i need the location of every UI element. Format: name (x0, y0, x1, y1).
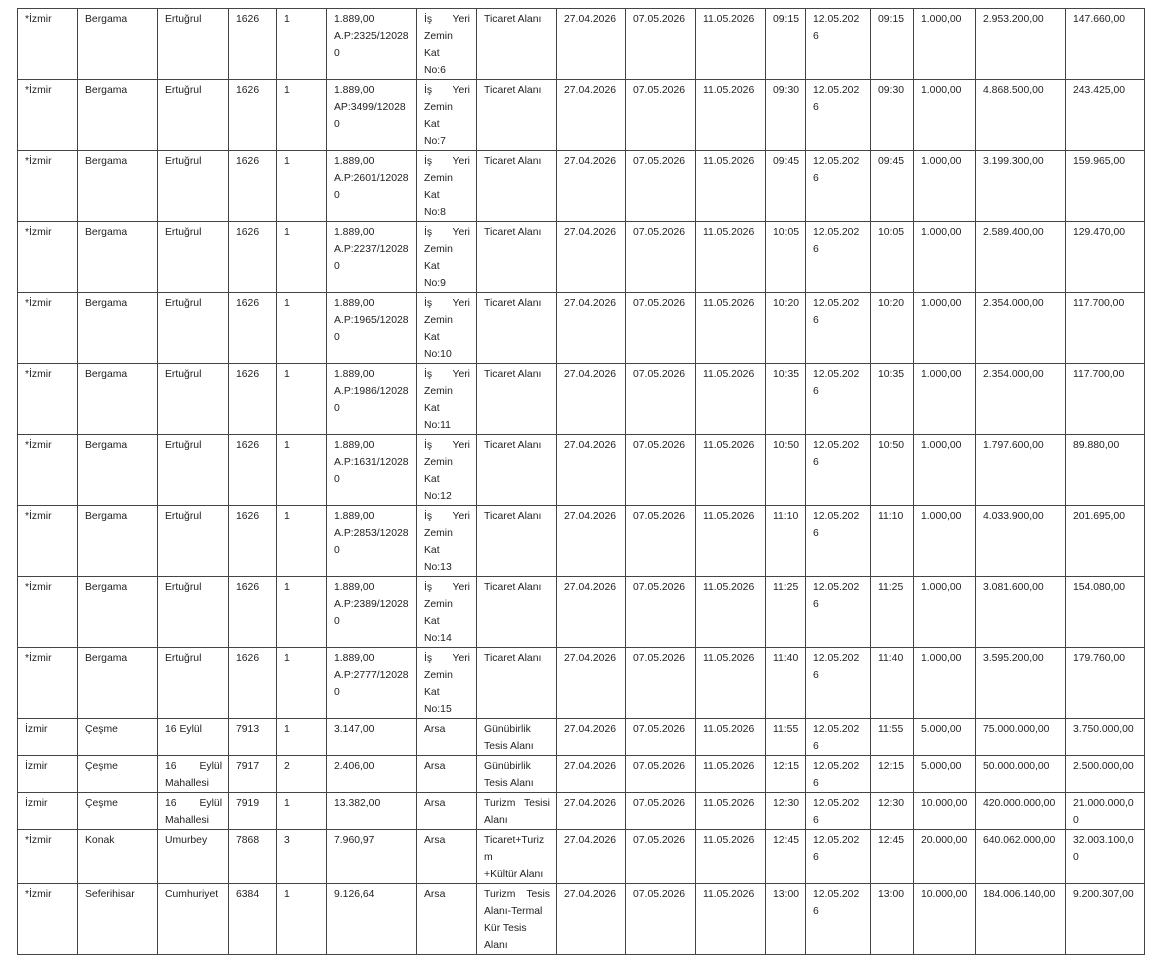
cell-zoning: Ticaret Alanı (477, 222, 557, 293)
cell-neighborhood: 16 Eylül (158, 719, 229, 756)
cell-block: 1626 (229, 506, 277, 577)
cell-bid-increment: 1.000,00 (914, 648, 976, 719)
cell-property-type: İş Yeri Zemin Kat No:15 (417, 648, 477, 719)
cell-zoning: Turizm Tesisi Alanı (477, 793, 557, 830)
cell-auction-time-2: 12:45 (871, 830, 914, 884)
cell-auction-time-2: 12:15 (871, 756, 914, 793)
table-row (18, 435, 1145, 506)
cell-auction-time-1: 12:30 (766, 793, 806, 830)
cell-parcel: 2 (277, 756, 327, 793)
cell-announcement-date: 27.04.2026 (557, 884, 626, 955)
cell-block: 1626 (229, 80, 277, 151)
cell-auction-date-1: 11.05.2026 (696, 293, 766, 364)
cell-auction-time-2: 09:45 (871, 151, 914, 222)
cell-block: 6384 (229, 884, 277, 955)
cell-province: İzmir (18, 793, 78, 830)
cell-neighborhood: 16 Eylül Mahallesi (158, 793, 229, 830)
cell-deposit: 201.695,00 (1066, 506, 1145, 577)
cell-deposit: 129.470,00 (1066, 222, 1145, 293)
cell-zoning: Ticaret Alanı (477, 435, 557, 506)
cell-announcement-date: 27.04.2026 (557, 793, 626, 830)
cell-district: Çeşme (78, 793, 158, 830)
cell-bid-increment: 10.000,00 (914, 793, 976, 830)
cell-auction-time-1: 11:55 (766, 719, 806, 756)
cell-district: Seferihisar (78, 884, 158, 955)
cell-auction-date-2: 12.05.2026 (806, 293, 871, 364)
cell-district: Bergama (78, 577, 158, 648)
cell-zoning: Günübirlik Tesis Alanı (477, 756, 557, 793)
cell-deposit: 154.080,00 (1066, 577, 1145, 648)
cell-area: 7.960,97 (327, 830, 417, 884)
cell-neighborhood: Ertuğrul (158, 293, 229, 364)
cell-auction-date-2: 12.05.2026 (806, 884, 871, 955)
cell-auction-date-2: 12.05.2026 (806, 151, 871, 222)
cell-auction-date-2: 12.05.2026 (806, 577, 871, 648)
cell-bid-increment: 5.000,00 (914, 756, 976, 793)
cell-auction-date-1: 11.05.2026 (696, 506, 766, 577)
cell-area-share: 1.889,00 AP:3499/120280 (327, 80, 417, 151)
cell-auction-date-2: 12.05.2026 (806, 222, 871, 293)
cell-zoning: Ticaret Alanı (477, 80, 557, 151)
cell-district: Bergama (78, 80, 158, 151)
cell-block: 7917 (229, 756, 277, 793)
cell-parcel: 1 (277, 435, 327, 506)
cell-auction-time-2: 13:00 (871, 884, 914, 955)
cell-property-type: İş Yeri Zemin Kat No:9 (417, 222, 477, 293)
cell-deposit: 3.750.000,00 (1066, 719, 1145, 756)
cell-area: 13.382,00 (327, 793, 417, 830)
cell-auction-date-1: 11.05.2026 (696, 793, 766, 830)
cell-zoning: Ticaret Alanı (477, 506, 557, 577)
cell-zoning: Turizm Tesis Alanı-Termal Kür Tesis Alanı (477, 884, 557, 955)
cell-auction-date-1: 11.05.2026 (696, 9, 766, 80)
cell-auction-time-1: 09:15 (766, 9, 806, 80)
cell-block: 1626 (229, 364, 277, 435)
cell-auction-time-2: 11:55 (871, 719, 914, 756)
cell-application-deadline: 07.05.2026 (626, 756, 696, 793)
cell-zoning: Ticaret Alanı (477, 364, 557, 435)
cell-zoning: Günübirlik Tesis Alanı (477, 719, 557, 756)
cell-auction-time-2: 11:40 (871, 648, 914, 719)
cell-block: 1626 (229, 9, 277, 80)
cell-auction-date-2: 12.05.2026 (806, 756, 871, 793)
cell-announcement-date: 27.04.2026 (557, 80, 626, 151)
cell-neighborhood: Ertuğrul (158, 151, 229, 222)
cell-block: 7913 (229, 719, 277, 756)
cell-property-type: İş Yeri Zemin Kat No:7 (417, 80, 477, 151)
cell-bid-increment: 1.000,00 (914, 435, 976, 506)
cell-province: *İzmir (18, 222, 78, 293)
cell-deposit: 2.500.000,00 (1066, 756, 1145, 793)
cell-area-share: 1.889,00 A.P:2389/120280 (327, 577, 417, 648)
cell-announcement-date: 27.04.2026 (557, 435, 626, 506)
cell-province: *İzmir (18, 648, 78, 719)
cell-property-type: İş Yeri Zemin Kat No:11 (417, 364, 477, 435)
cell-auction-date-1: 11.05.2026 (696, 830, 766, 884)
cell-property-type: İş Yeri Zemin Kat No:10 (417, 293, 477, 364)
cell-announcement-date: 27.04.2026 (557, 364, 626, 435)
cell-auction-date-2: 12.05.2026 (806, 9, 871, 80)
cell-auction-time-2: 10:20 (871, 293, 914, 364)
cell-application-deadline: 07.05.2026 (626, 506, 696, 577)
cell-neighborhood: Ertuğrul (158, 435, 229, 506)
cell-auction-time-2: 12:30 (871, 793, 914, 830)
cell-application-deadline: 07.05.2026 (626, 648, 696, 719)
table-row (18, 884, 1145, 955)
cell-estimated-value: 2.589.400,00 (976, 222, 1066, 293)
cell-auction-time-2: 10:50 (871, 435, 914, 506)
cell-auction-time-2: 09:15 (871, 9, 914, 80)
cell-province: *İzmir (18, 151, 78, 222)
cell-province: *İzmir (18, 506, 78, 577)
cell-zoning: Ticaret Alanı (477, 9, 557, 80)
cell-auction-time-1: 11:25 (766, 577, 806, 648)
cell-estimated-value: 4.033.900,00 (976, 506, 1066, 577)
table-row (18, 9, 1145, 80)
cell-application-deadline: 07.05.2026 (626, 364, 696, 435)
cell-district: Bergama (78, 293, 158, 364)
table-row (18, 577, 1145, 648)
cell-estimated-value: 1.797.600,00 (976, 435, 1066, 506)
cell-auction-time-1: 10:35 (766, 364, 806, 435)
cell-auction-time-1: 10:05 (766, 222, 806, 293)
cell-announcement-date: 27.04.2026 (557, 756, 626, 793)
table-row (18, 222, 1145, 293)
cell-deposit: 9.200.307,00 (1066, 884, 1145, 955)
cell-auction-date-2: 12.05.2026 (806, 435, 871, 506)
cell-area-share: 1.889,00 A.P:2601/120280 (327, 151, 417, 222)
cell-province: İzmir (18, 719, 78, 756)
cell-bid-increment: 5.000,00 (914, 719, 976, 756)
cell-zoning: Ticaret Alanı (477, 293, 557, 364)
cell-block: 7919 (229, 793, 277, 830)
cell-estimated-value: 420.000.000,00 (976, 793, 1066, 830)
cell-property-type: İş Yeri Zemin Kat No:8 (417, 151, 477, 222)
cell-auction-date-1: 11.05.2026 (696, 884, 766, 955)
table-row (18, 648, 1145, 719)
cell-application-deadline: 07.05.2026 (626, 293, 696, 364)
cell-parcel: 1 (277, 9, 327, 80)
cell-auction-date-1: 11.05.2026 (696, 577, 766, 648)
cell-parcel: 1 (277, 648, 327, 719)
cell-auction-time-1: 10:20 (766, 293, 806, 364)
cell-auction-time-1: 09:30 (766, 80, 806, 151)
cell-neighborhood: Ertuğrul (158, 9, 229, 80)
cell-neighborhood: 16 Eylül Mahallesi (158, 756, 229, 793)
cell-auction-time-2: 10:05 (871, 222, 914, 293)
cell-bid-increment: 20.000,00 (914, 830, 976, 884)
table-row (18, 756, 1145, 793)
cell-auction-time-1: 09:45 (766, 151, 806, 222)
cell-block: 1626 (229, 222, 277, 293)
cell-auction-time-1: 12:45 (766, 830, 806, 884)
cell-district: Çeşme (78, 756, 158, 793)
cell-bid-increment: 1.000,00 (914, 80, 976, 151)
cell-auction-date-1: 11.05.2026 (696, 364, 766, 435)
cell-auction-date-1: 11.05.2026 (696, 756, 766, 793)
cell-announcement-date: 27.04.2026 (557, 648, 626, 719)
table-row (18, 364, 1145, 435)
cell-bid-increment: 1.000,00 (914, 293, 976, 364)
cell-area-share: 1.889,00 A.P:2777/120280 (327, 648, 417, 719)
cell-zoning: Ticaret Alanı (477, 151, 557, 222)
cell-auction-time-1: 11:10 (766, 506, 806, 577)
cell-auction-date-2: 12.05.2026 (806, 364, 871, 435)
cell-property-type: İş Yeri Zemin Kat No:14 (417, 577, 477, 648)
table-row (18, 80, 1145, 151)
cell-application-deadline: 07.05.2026 (626, 222, 696, 293)
cell-auction-date-2: 12.05.2026 (806, 648, 871, 719)
cell-deposit: 89.880,00 (1066, 435, 1145, 506)
cell-auction-date-2: 12.05.2026 (806, 80, 871, 151)
cell-district: Bergama (78, 9, 158, 80)
cell-parcel: 1 (277, 222, 327, 293)
cell-deposit: 243.425,00 (1066, 80, 1145, 151)
cell-auction-time-2: 11:10 (871, 506, 914, 577)
cell-block: 1626 (229, 577, 277, 648)
cell-auction-date-2: 12.05.2026 (806, 719, 871, 756)
cell-property-type: İş Yeri Zemin Kat No:12 (417, 435, 477, 506)
cell-deposit: 159.965,00 (1066, 151, 1145, 222)
cell-district: Bergama (78, 151, 158, 222)
cell-bid-increment: 10.000,00 (914, 884, 976, 955)
cell-zoning: Ticaret Alanı (477, 577, 557, 648)
cell-district: Çeşme (78, 719, 158, 756)
cell-deposit: 117.700,00 (1066, 364, 1145, 435)
cell-announcement-date: 27.04.2026 (557, 506, 626, 577)
cell-announcement-date: 27.04.2026 (557, 577, 626, 648)
cell-estimated-value: 2.354.000,00 (976, 364, 1066, 435)
cell-announcement-date: 27.04.2026 (557, 222, 626, 293)
cell-estimated-value: 2.953.200,00 (976, 9, 1066, 80)
cell-province: *İzmir (18, 577, 78, 648)
cell-application-deadline: 07.05.2026 (626, 830, 696, 884)
cell-application-deadline: 07.05.2026 (626, 884, 696, 955)
cell-auction-time-2: 10:35 (871, 364, 914, 435)
cell-application-deadline: 07.05.2026 (626, 435, 696, 506)
cell-province: *İzmir (18, 364, 78, 435)
cell-bid-increment: 1.000,00 (914, 577, 976, 648)
cell-estimated-value: 75.000.000,00 (976, 719, 1066, 756)
cell-application-deadline: 07.05.2026 (626, 719, 696, 756)
cell-auction-time-1: 13:00 (766, 884, 806, 955)
cell-parcel: 1 (277, 719, 327, 756)
cell-property-type: Arsa (417, 830, 477, 884)
cell-auction-date-1: 11.05.2026 (696, 80, 766, 151)
cell-deposit: 117.700,00 (1066, 293, 1145, 364)
cell-bid-increment: 1.000,00 (914, 222, 976, 293)
cell-neighborhood: Umurbey (158, 830, 229, 884)
cell-parcel: 3 (277, 830, 327, 884)
cell-neighborhood: Ertuğrul (158, 80, 229, 151)
cell-application-deadline: 07.05.2026 (626, 80, 696, 151)
cell-auction-date-1: 11.05.2026 (696, 719, 766, 756)
cell-block: 1626 (229, 293, 277, 364)
table-row (18, 830, 1145, 884)
cell-province: İzmir (18, 756, 78, 793)
cell-parcel: 1 (277, 364, 327, 435)
cell-district: Bergama (78, 435, 158, 506)
cell-property-type: Arsa (417, 719, 477, 756)
cell-block: 7868 (229, 830, 277, 884)
cell-block: 1626 (229, 435, 277, 506)
cell-area-share: 1.889,00 A.P:1631/120280 (327, 435, 417, 506)
cell-announcement-date: 27.04.2026 (557, 830, 626, 884)
cell-zoning: Ticaret+Turizm +Kültür Alanı (477, 830, 557, 884)
cell-auction-date-2: 12.05.2026 (806, 506, 871, 577)
cell-announcement-date: 27.04.2026 (557, 293, 626, 364)
cell-auction-date-1: 11.05.2026 (696, 222, 766, 293)
table-row (18, 793, 1145, 830)
cell-auction-date-2: 12.05.2026 (806, 830, 871, 884)
cell-province: *İzmir (18, 293, 78, 364)
cell-estimated-value: 4.868.500,00 (976, 80, 1066, 151)
cell-application-deadline: 07.05.2026 (626, 151, 696, 222)
cell-estimated-value: 3.595.200,00 (976, 648, 1066, 719)
cell-bid-increment: 1.000,00 (914, 151, 976, 222)
cell-province: *İzmir (18, 884, 78, 955)
cell-area: 9.126,64 (327, 884, 417, 955)
cell-estimated-value: 3.199.300,00 (976, 151, 1066, 222)
cell-announcement-date: 27.04.2026 (557, 9, 626, 80)
cell-area-share: 1.889,00 A.P:2325/120280 (327, 9, 417, 80)
cell-property-type: İş Yeri Zemin Kat No:13 (417, 506, 477, 577)
cell-auction-time-2: 09:30 (871, 80, 914, 151)
cell-neighborhood: Ertuğrul (158, 577, 229, 648)
cell-area-share: 1.889,00 A.P:2853/120280 (327, 506, 417, 577)
cell-application-deadline: 07.05.2026 (626, 793, 696, 830)
cell-application-deadline: 07.05.2026 (626, 577, 696, 648)
cell-property-type: Arsa (417, 793, 477, 830)
cell-estimated-value: 50.000.000,00 (976, 756, 1066, 793)
table-row (18, 151, 1145, 222)
cell-property-type: Arsa (417, 756, 477, 793)
cell-deposit: 21.000.000,00 (1066, 793, 1145, 830)
cell-neighborhood: Ertuğrul (158, 222, 229, 293)
table-body (18, 9, 1145, 955)
cell-auction-date-1: 11.05.2026 (696, 435, 766, 506)
cell-neighborhood: Ertuğrul (158, 506, 229, 577)
table-row (18, 293, 1145, 364)
cell-district: Bergama (78, 222, 158, 293)
cell-auction-date-2: 12.05.2026 (806, 793, 871, 830)
cell-parcel: 1 (277, 577, 327, 648)
cell-parcel: 1 (277, 506, 327, 577)
cell-district: Bergama (78, 364, 158, 435)
cell-announcement-date: 27.04.2026 (557, 151, 626, 222)
cell-deposit: 179.760,00 (1066, 648, 1145, 719)
cell-district: Bergama (78, 648, 158, 719)
cell-area-share: 1.889,00 A.P:1986/120280 (327, 364, 417, 435)
cell-province: *İzmir (18, 80, 78, 151)
cell-estimated-value: 184.006.140,00 (976, 884, 1066, 955)
cell-announcement-date: 27.04.2026 (557, 719, 626, 756)
cell-block: 1626 (229, 151, 277, 222)
cell-neighborhood: Ertuğrul (158, 364, 229, 435)
cell-auction-time-2: 11:25 (871, 577, 914, 648)
cell-zoning: Ticaret Alanı (477, 648, 557, 719)
cell-area: 3.147,00 (327, 719, 417, 756)
cell-block: 1626 (229, 648, 277, 719)
cell-estimated-value: 3.081.600,00 (976, 577, 1066, 648)
cell-neighborhood: Ertuğrul (158, 648, 229, 719)
cell-deposit: 147.660,00 (1066, 9, 1145, 80)
cell-parcel: 1 (277, 793, 327, 830)
cell-estimated-value: 640.062.000,00 (976, 830, 1066, 884)
cell-parcel: 1 (277, 884, 327, 955)
cell-district: Bergama (78, 506, 158, 577)
cell-area-share: 1.889,00 A.P:2237/120280 (327, 222, 417, 293)
cell-auction-time-1: 11:40 (766, 648, 806, 719)
cell-parcel: 1 (277, 151, 327, 222)
cell-bid-increment: 1.000,00 (914, 9, 976, 80)
auction-listing-table (17, 8, 1145, 955)
cell-bid-increment: 1.000,00 (914, 364, 976, 435)
cell-property-type: Arsa (417, 884, 477, 955)
cell-auction-time-1: 10:50 (766, 435, 806, 506)
cell-estimated-value: 2.354.000,00 (976, 293, 1066, 364)
cell-parcel: 1 (277, 293, 327, 364)
cell-district: Konak (78, 830, 158, 884)
cell-auction-time-1: 12:15 (766, 756, 806, 793)
cell-application-deadline: 07.05.2026 (626, 9, 696, 80)
cell-area-share: 1.889,00 A.P:1965/120280 (327, 293, 417, 364)
cell-auction-date-1: 11.05.2026 (696, 151, 766, 222)
cell-bid-increment: 1.000,00 (914, 506, 976, 577)
cell-province: *İzmir (18, 830, 78, 884)
cell-parcel: 1 (277, 80, 327, 151)
cell-property-type: İş Yeri Zemin Kat No:6 (417, 9, 477, 80)
table-row (18, 506, 1145, 577)
cell-neighborhood: Cumhuriyet (158, 884, 229, 955)
cell-auction-date-1: 11.05.2026 (696, 648, 766, 719)
cell-deposit: 32.003.100,00 (1066, 830, 1145, 884)
table-row (18, 719, 1145, 756)
cell-area: 2.406,00 (327, 756, 417, 793)
cell-province: *İzmir (18, 435, 78, 506)
cell-province: *İzmir (18, 9, 78, 80)
